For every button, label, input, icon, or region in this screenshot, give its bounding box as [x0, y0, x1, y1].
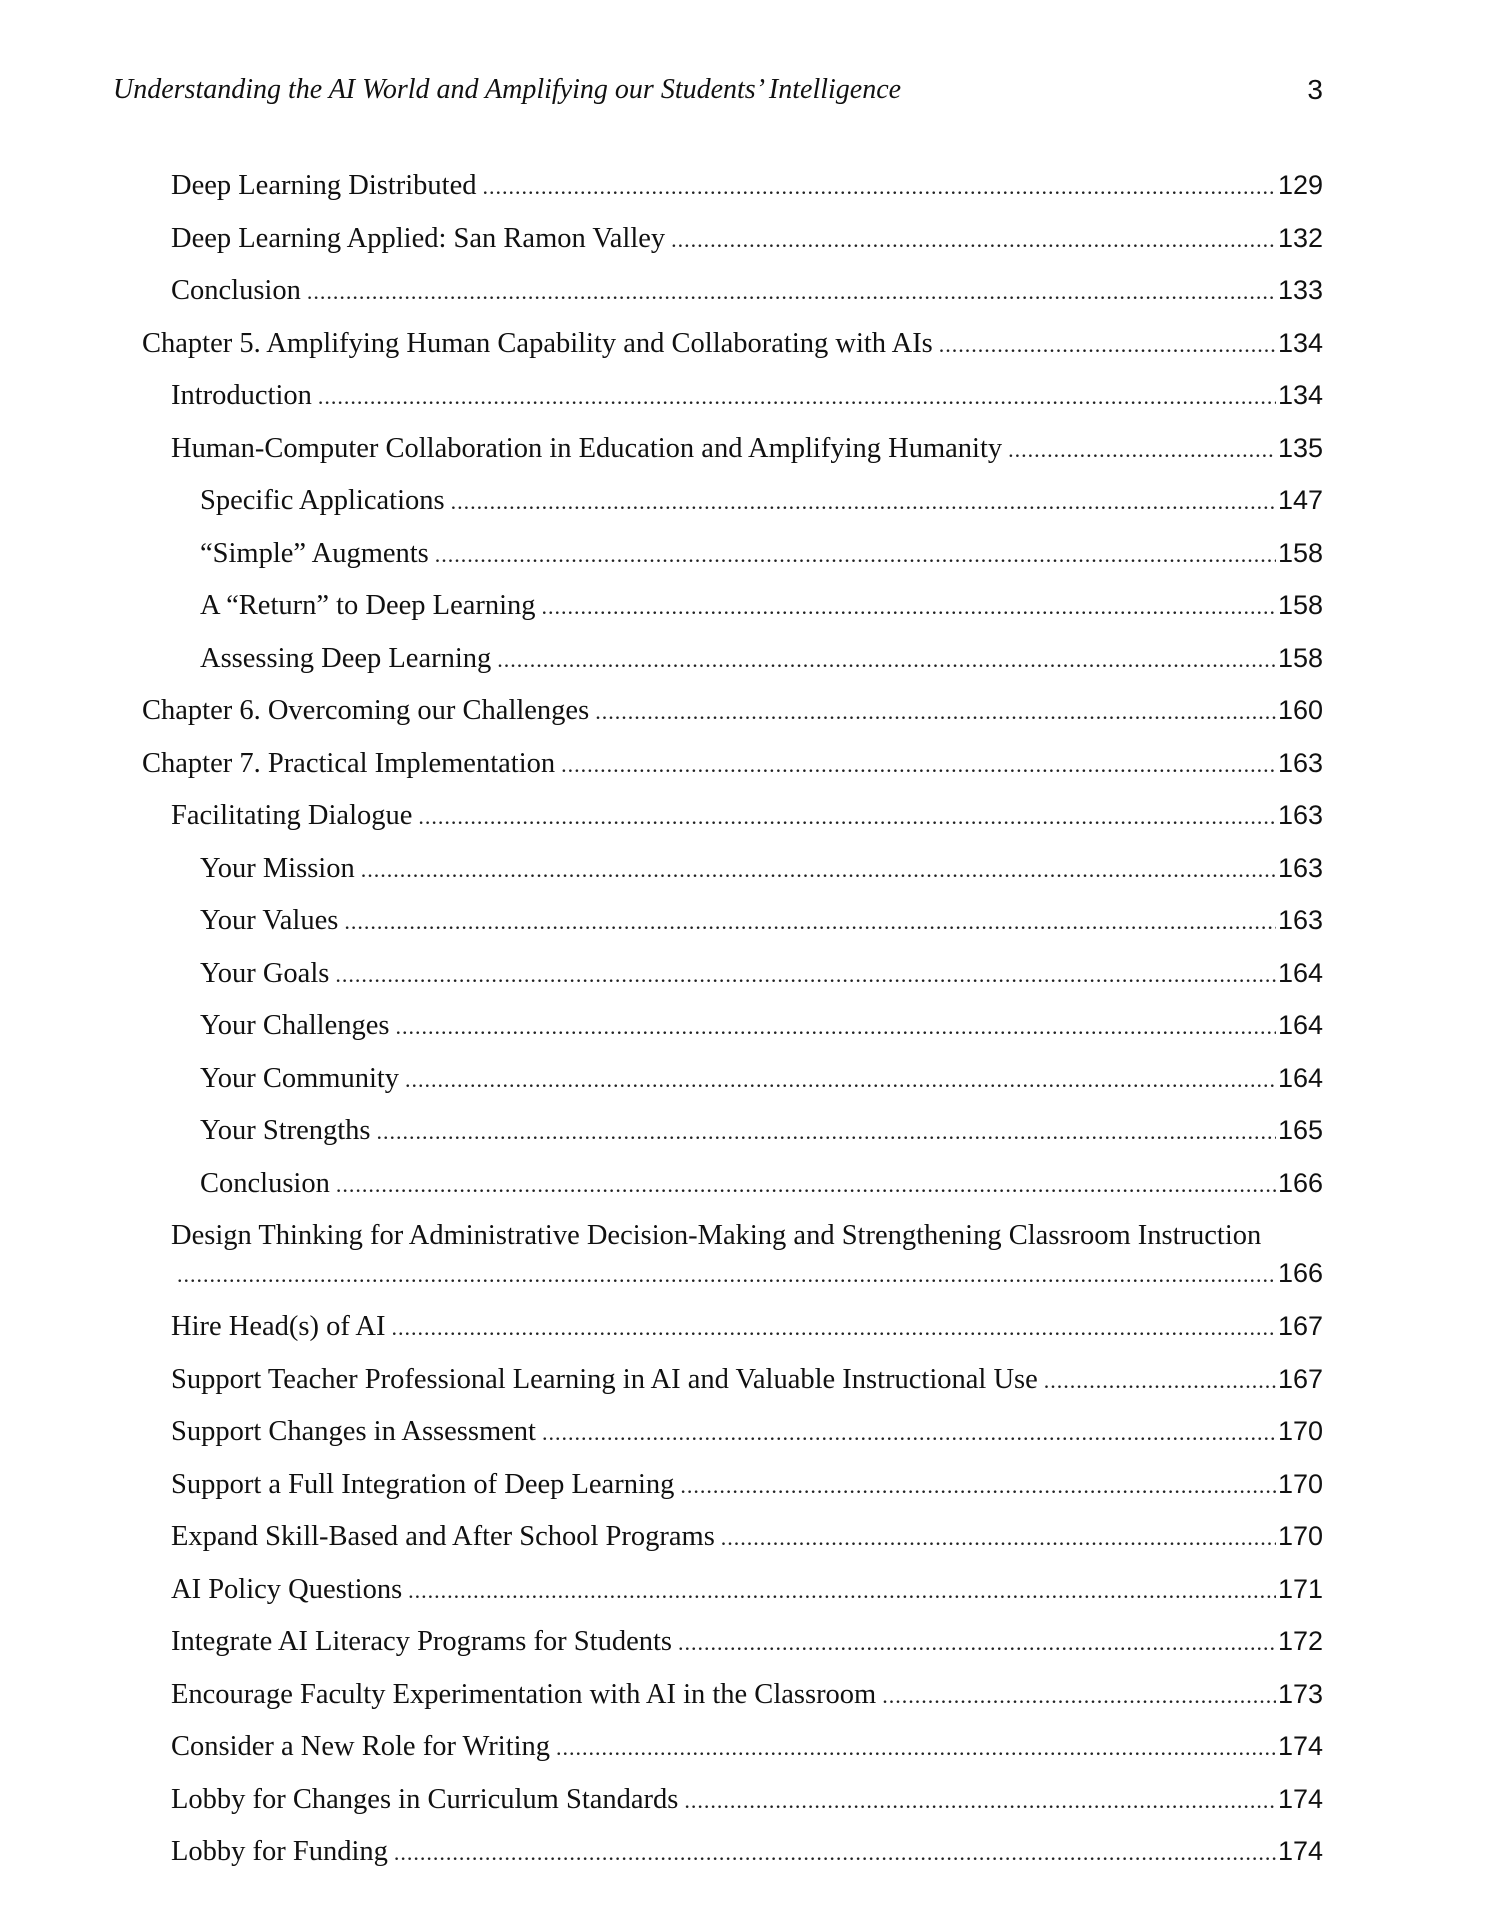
page-header — [113, 74, 1323, 114]
dot-leader — [542, 594, 1276, 620]
dot-leader — [307, 279, 1276, 305]
dot-leader — [451, 489, 1276, 515]
toc-entry-page-number: 166 — [1277, 1167, 1323, 1198]
toc-entry-title: Your Community — [200, 1062, 400, 1094]
toc-entry[interactable] — [0, 691, 1486, 744]
dot-leader — [177, 1262, 1276, 1288]
toc-entry[interactable] — [0, 166, 1486, 219]
toc-entry-title: Conclusion — [200, 1167, 330, 1199]
toc-entry-title: Your Goals — [200, 957, 330, 989]
dot-leader — [335, 962, 1276, 988]
toc-entry-title: Your Values — [200, 905, 339, 936]
toc-entry-row — [171, 1574, 1323, 1606]
dot-leader — [1044, 1368, 1276, 1394]
toc-entry-title: Conclusion — [171, 275, 301, 306]
toc-entry-title: Consider a New Role for Writing — [171, 1731, 551, 1762]
toc-entry-title: Encourage Faculty Experimentation with AI in the Classroom — [171, 1678, 877, 1710]
toc-entry-page-number: 134 — [1277, 327, 1323, 358]
toc-entry-row — [200, 1168, 1323, 1200]
toc-entry-row — [171, 433, 1323, 465]
toc-entry[interactable] — [0, 1307, 1486, 1360]
toc-entry[interactable] — [0, 1006, 1486, 1059]
dot-leader — [497, 647, 1276, 673]
toc-entry-row — [171, 1311, 1323, 1343]
dot-leader — [1008, 437, 1276, 463]
toc-entry-page-number: 174 — [1277, 1783, 1323, 1814]
toc-entry-page-number: 158 — [1277, 590, 1323, 620]
toc-entry-row — [171, 1626, 1323, 1658]
toc-entry-row — [200, 853, 1323, 885]
dot-leader — [418, 804, 1276, 830]
toc-entry-row — [200, 958, 1323, 990]
toc-entry-row — [200, 485, 1323, 517]
toc-entry[interactable] — [0, 1111, 1486, 1164]
toc-entry-row — [171, 1731, 1323, 1763]
toc-entry-title: Your Challenges — [200, 1010, 390, 1041]
toc-entry-page-number: 167 — [1277, 1363, 1323, 1394]
toc-entry[interactable] — [0, 1622, 1486, 1675]
toc-entry-row — [142, 695, 1323, 727]
toc-entry-title: Integrate AI Literacy Programs for Students — [171, 1626, 672, 1657]
toc-entry-row — [171, 380, 1323, 412]
toc-entry[interactable] — [0, 534, 1486, 587]
toc-entry[interactable] — [0, 481, 1486, 534]
toc-entry-title: Specific Applications — [200, 485, 445, 516]
toc-entry-title: Your Mission — [200, 852, 355, 884]
dot-leader — [721, 1525, 1276, 1551]
toc-entry[interactable] — [0, 1412, 1486, 1465]
dot-leader — [482, 174, 1275, 200]
toc-entry[interactable] — [0, 324, 1486, 377]
toc-entry-page-number: 163 — [1277, 905, 1323, 935]
toc-entry-title: Deep Learning Applied: San Ramon Valley — [171, 222, 666, 254]
toc-entry-row — [200, 1115, 1323, 1147]
toc-entry-title: Design Thinking for Administrative Decision-Making and Strengthening Classroom Instruction — [171, 1220, 1262, 1251]
toc-entry-row — [171, 1258, 1323, 1289]
toc-entry-page-number: 163 — [1277, 852, 1323, 883]
toc-entry[interactable] — [0, 639, 1486, 692]
toc-entry-row — [171, 1679, 1323, 1711]
toc-entry-row — [200, 590, 1323, 622]
toc-entry-row — [171, 170, 1323, 202]
toc-entry-page-number: 170 — [1277, 1468, 1323, 1499]
toc-entry-page-number: 164 — [1277, 1062, 1323, 1093]
dot-leader — [556, 1735, 1276, 1761]
dot-leader — [395, 1014, 1275, 1040]
toc-entry-row — [171, 800, 1323, 832]
toc-entry[interactable] — [0, 1727, 1486, 1780]
toc-entry-row — [171, 1836, 1323, 1868]
toc-entry[interactable] — [0, 1675, 1486, 1728]
toc-entry-page-number: 134 — [1277, 380, 1323, 410]
toc-entry-title: Introduction — [171, 380, 312, 411]
toc-entry-title: Support Changes in Assessment — [171, 1416, 536, 1447]
toc-entry-page-number: 172 — [1277, 1626, 1323, 1656]
toc-entry-row — [142, 328, 1323, 360]
toc-entry-row — [171, 223, 1323, 255]
toc-entry-title: Lobby for Changes in Curriculum Standards — [171, 1783, 679, 1815]
page-number: 3 — [1307, 74, 1323, 105]
toc-entry-page-number: 129 — [1277, 170, 1323, 200]
toc-entry-page-number: 174 — [1277, 1731, 1323, 1761]
dot-leader — [671, 227, 1276, 253]
toc-entry-page-number: 173 — [1277, 1678, 1323, 1709]
toc-entry[interactable] — [0, 1570, 1486, 1623]
toc-entry-title: Human-Computer Collaboration in Education and Amplifying Humanity — [171, 432, 1003, 464]
toc-entry[interactable] — [0, 1059, 1486, 1112]
toc-entry-page-number: 163 — [1277, 747, 1323, 778]
toc-entry[interactable] — [0, 1164, 1486, 1217]
toc-entry-row — [171, 1416, 1323, 1448]
toc-entry[interactable] — [0, 219, 1486, 272]
toc-entry-page-number: 163 — [1277, 800, 1323, 830]
toc-entry-title: Deep Learning Distributed — [171, 170, 477, 201]
toc-entry-title: Expand Skill-Based and After School Programs — [171, 1521, 715, 1552]
toc-entry-title: Assessing Deep Learning — [200, 642, 492, 674]
dot-leader — [684, 1788, 1276, 1814]
toc-entry-page-number: 135 — [1277, 432, 1323, 463]
toc-entry-row — [200, 1063, 1323, 1095]
toc-entry-page-number: 147 — [1277, 485, 1323, 515]
toc-entry-title: Support a Full Integration of Deep Learning — [171, 1468, 675, 1500]
toc-entry-page-number: 171 — [1277, 1573, 1323, 1604]
toc-entry-row — [171, 275, 1323, 307]
dot-leader — [394, 1840, 1276, 1866]
toc-entry-title: Chapter 6. Overcoming our Challenges — [142, 695, 590, 726]
toc-entry-title: AI Policy Questions — [171, 1573, 403, 1605]
toc-entry-row — [171, 1469, 1323, 1501]
dot-leader — [361, 857, 1276, 883]
toc-entry-page-number: 160 — [1277, 695, 1323, 725]
toc-entry[interactable] — [0, 1780, 1486, 1833]
toc-entry[interactable] — [0, 796, 1486, 849]
dot-leader — [344, 909, 1276, 935]
toc-entry-row — [171, 1521, 1323, 1553]
toc-entry[interactable] — [0, 901, 1486, 954]
toc-entry[interactable] — [0, 1360, 1486, 1413]
toc-entry-title: Chapter 5. Amplifying Human Capability and Collaborating with AIs — [142, 327, 933, 359]
toc-entry[interactable] — [0, 744, 1486, 797]
toc-entry-page-number: 174 — [1277, 1836, 1323, 1866]
toc-entry-page-number: 170 — [1277, 1416, 1323, 1446]
toc-entry-page-number: 165 — [1277, 1115, 1323, 1145]
dot-leader — [408, 1578, 1276, 1604]
toc-entry-page-number: 167 — [1277, 1311, 1323, 1341]
dot-leader — [561, 752, 1276, 778]
toc-entry-row — [171, 1784, 1323, 1816]
toc-entry-page-number: 164 — [1277, 1010, 1323, 1040]
toc-entry-page-number: 166 — [1277, 1258, 1323, 1288]
dot-leader — [435, 542, 1276, 568]
dot-leader — [678, 1630, 1276, 1656]
running-title: Understanding the AI World and Amplifying our Students’ Intelligence — [113, 74, 902, 105]
toc-entry[interactable] — [0, 271, 1486, 324]
toc-entry-row — [200, 1010, 1323, 1042]
toc-entry-title: Chapter 7. Practical Implementation — [142, 747, 556, 779]
toc-entry-page-number: 164 — [1277, 957, 1323, 988]
toc-entry-row — [171, 1364, 1323, 1396]
toc-entry-title: “Simple” Augments — [200, 537, 429, 569]
toc-entry[interactable] — [0, 376, 1486, 429]
toc-entry-page-number: 132 — [1277, 222, 1323, 253]
toc-entry-page-number: 133 — [1277, 275, 1323, 305]
toc-entry-row — [200, 643, 1323, 675]
dot-leader — [405, 1067, 1276, 1093]
dot-leader — [336, 1172, 1276, 1198]
table-of-contents — [0, 166, 1486, 1885]
toc-entry-title: Lobby for Funding — [171, 1836, 388, 1867]
toc-entry[interactable] — [0, 849, 1486, 902]
dot-leader — [377, 1119, 1276, 1145]
toc-entry[interactable] — [0, 1216, 1486, 1307]
toc-entry[interactable] — [0, 954, 1486, 1007]
dot-leader — [882, 1683, 1276, 1709]
toc-entry-row — [142, 748, 1323, 780]
toc-entry[interactable] — [0, 1517, 1486, 1570]
toc-entry[interactable] — [0, 1465, 1486, 1518]
toc-entry-title: Your Strengths — [200, 1115, 371, 1146]
toc-entry-row — [200, 538, 1323, 570]
toc-entry-page-number: 158 — [1277, 537, 1323, 568]
toc-entry[interactable] — [0, 429, 1486, 482]
toc-entry-page-number: 158 — [1277, 642, 1323, 673]
dot-leader — [595, 699, 1276, 725]
toc-entry-title: Hire Head(s) of AI — [171, 1311, 386, 1342]
toc-entry-title: Support Teacher Professional Learning in AI and Valuable Instructional Use — [171, 1363, 1038, 1395]
toc-entry[interactable] — [0, 586, 1486, 639]
toc-entry-row — [200, 905, 1323, 937]
dot-leader — [680, 1473, 1276, 1499]
dot-leader — [391, 1315, 1275, 1341]
toc-entry[interactable] — [0, 1832, 1486, 1885]
dot-leader — [542, 1420, 1276, 1446]
toc-entry-page-number: 170 — [1277, 1521, 1323, 1551]
dot-leader — [939, 332, 1276, 358]
dot-leader — [318, 384, 1276, 410]
toc-entry-title: A “Return” to Deep Learning — [200, 590, 536, 621]
toc-entry-title: Facilitating Dialogue — [171, 800, 413, 831]
